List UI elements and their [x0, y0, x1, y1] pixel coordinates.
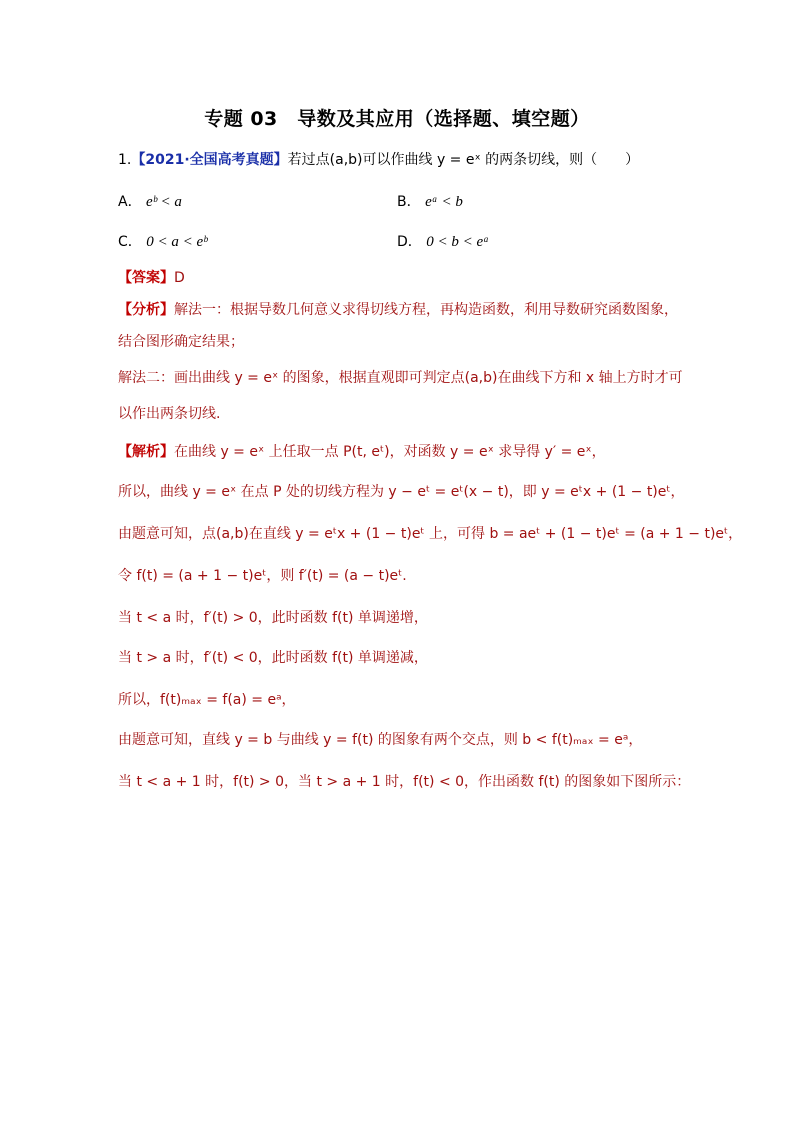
question-source: 2021·全国高考真题: [145, 152, 274, 168]
analysis-text: 解法一：根据导数几何意义求得切线方程，再构造函数，利用导数研究函数图象，: [174, 302, 678, 318]
analysis-line-2: 结合图形确定结果；: [118, 334, 244, 350]
option-text: eᵇ < a: [146, 194, 182, 210]
analysis-tag: 【分析】: [118, 302, 174, 318]
source-open-bracket: 【: [131, 152, 146, 168]
question-text: 若过点(a,b)可以作曲线 y = eˣ 的两条切线，则（ ）: [287, 152, 640, 168]
option-a: [118, 192, 182, 212]
solution-line-2: 所以，曲线 y = eˣ 在点 P 处的切线方程为 y − eᵗ = eᵗ(x − t)，即 y = eᵗx + (1 − t)eᵗ，: [118, 484, 685, 500]
analysis-line-3: 解法二：画出曲线 y = eˣ 的图象，根据直观即可判定点(a,b)在曲线下方和 x 轴上方时才可: [118, 370, 683, 386]
option-text: 0 < b < eᵃ: [426, 234, 490, 250]
option-c: [118, 232, 207, 252]
solution-line-7: 所以，f(t)ₘₐₓ = f(a) = eᵃ，: [118, 692, 296, 708]
source-close-bracket: 】: [273, 152, 288, 168]
solution-line-4: 令 f(t) = (a + 1 − t)eᵗ，则 f′(t) = (a − t)eᵗ.: [118, 568, 407, 584]
option-label: D．: [397, 234, 422, 250]
option-label: C．: [118, 234, 142, 250]
solution-line-5: 当 t < a 时，f′(t) > 0，此时函数 f(t) 单调递增，: [118, 610, 428, 626]
solution-line-3: 由题意可知，点(a,b)在直线 y = eᵗx + (1 − t)eᵗ 上，可得 b = aeᵗ + (1 − t)eᵗ = (a + 1 − t)eᵗ，: [118, 526, 743, 542]
option-d: [397, 232, 489, 252]
question-1: [118, 150, 639, 170]
question-number: 1.: [118, 152, 132, 168]
option-text: eᵃ < b: [425, 194, 463, 210]
solution-line-1: [118, 442, 606, 462]
answer-line: [118, 268, 185, 288]
option-b: [397, 192, 463, 212]
analysis-line-1: [118, 300, 678, 320]
option-text: 0 < a < eᵇ: [146, 234, 208, 250]
answer-value: D: [174, 270, 185, 286]
answer-tag: 【答案】: [118, 270, 174, 286]
solution-text: 在曲线 y = eˣ 上任取一点 P(t, eᵗ)，对函数 y = eˣ 求导得 y′ = eˣ，: [174, 444, 606, 460]
page-title: 专题 03 导数及其应用（选择题、填空题）: [204, 108, 590, 130]
option-label: A．: [118, 194, 142, 210]
solution-line-8: 由题意可知，直线 y = b 与曲线 y = f(t) 的图象有两个交点，则 b < f(t)ₘₐₓ = eᵃ，: [118, 732, 643, 748]
solution-tag: 【解析】: [118, 444, 174, 460]
solution-line-6: 当 t > a 时，f′(t) < 0，此时函数 f(t) 单调递减，: [118, 650, 428, 666]
option-label: B．: [397, 194, 421, 210]
analysis-line-4: 以作出两条切线.: [118, 406, 221, 422]
solution-line-9: 当 t < a + 1 时，f(t) > 0，当 t > a + 1 时，f(t) < 0，作出函数 f(t) 的图象如下图所示：: [118, 774, 691, 790]
